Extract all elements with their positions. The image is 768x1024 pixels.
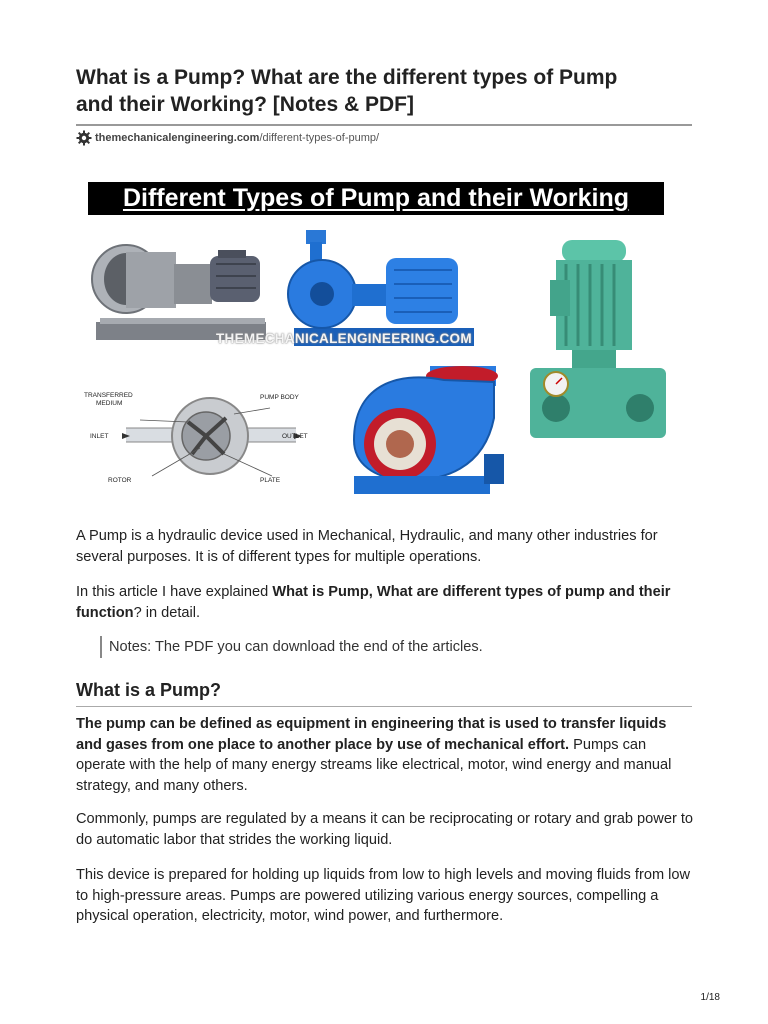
hero-banner: Different Types of Pump and their Working: [88, 182, 664, 215]
article-scope-paragraph: [76, 582, 696, 623]
inline-pump-image: [516, 240, 676, 450]
gear-icon: [76, 130, 92, 146]
source-domain: themechanicalengineering.com: [95, 132, 260, 144]
label-pump-body: PUMP BODY: [260, 394, 299, 401]
label-inlet: INLET: [90, 433, 109, 440]
article: [76, 64, 692, 504]
scope-text-post: ? in detail.: [133, 604, 201, 621]
hero-image: [76, 182, 692, 504]
intro-paragraph: A Pump is a hydraulic device used in Mechanical, Hydraulic, and many other industries for several purposes. It is of different types for multiple operations.: [76, 528, 658, 565]
energy-paragraph: This device is prepared for holding up liquids from low to high levels and moving fluids from low to high-pressure areas. Pumps are powered utilizing various energy sources, compelling a physical operation, electricity, motor, wind power, and furthermore.: [76, 867, 691, 924]
title-line-1: What is a Pump? What are the different types of Pump: [76, 66, 618, 89]
label-outlet: OUTLET: [282, 433, 308, 440]
definition-rest: Pumps can operate with the help of many energy streams like electrical, motor, wind energy and manual strategy, and many others.: [76, 736, 672, 794]
pdf-note: Notes: The PDF you can download the end of the articles.: [100, 636, 483, 658]
regulation-paragraph: Commonly, pumps are regulated by a means it can be reciprocating or rotary and grab power to do automatic labor that strides the working liquid.: [76, 811, 694, 848]
article-title: [76, 64, 692, 126]
definition-paragraph: [76, 714, 696, 796]
definition-bold: The pump can be defined as equipment in engineering that is used to transfer liquids and gases from one place to another place by use of mechanical effort.: [76, 716, 667, 753]
label-rotor: ROTOR: [108, 477, 132, 484]
label-medium: MEDIUM: [96, 400, 123, 407]
label-transferred: TRANSFERRED: [84, 392, 133, 399]
slurry-pump-image: [334, 358, 510, 498]
page-number: 1/18: [700, 992, 720, 1003]
section-heading: What is a Pump?: [76, 678, 692, 707]
scope-text-bold: What is Pump, What are different types of pump and their function: [76, 584, 671, 621]
label-plate: PLATE: [260, 477, 281, 484]
source-url[interactable]: [76, 130, 692, 146]
title-line-2: and their Working? [Notes & PDF]: [76, 93, 414, 116]
watermark: THEMECHANICALENGINEERING.COM: [216, 331, 472, 346]
scope-text-pre: In this article I have explained: [76, 584, 273, 600]
source-path: /different-types-of-pump/: [259, 132, 380, 144]
